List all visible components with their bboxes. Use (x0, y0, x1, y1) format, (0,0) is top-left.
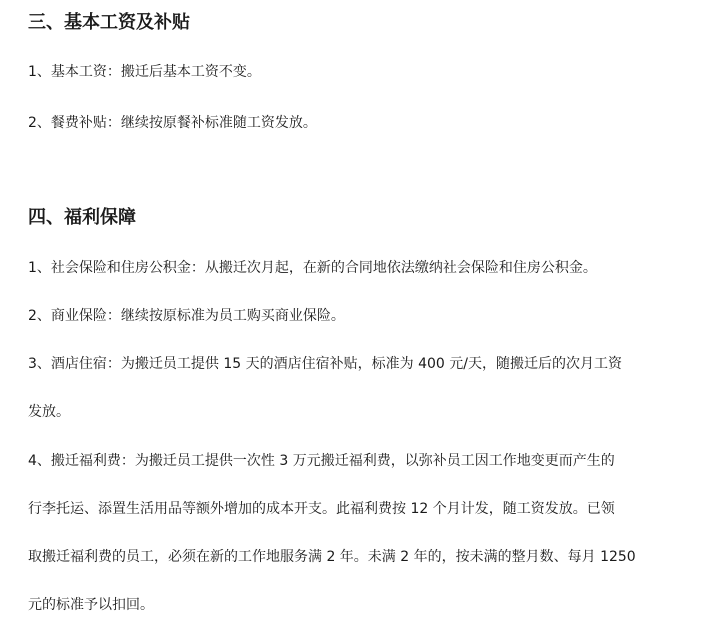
section-4-item-4-line-1: 4、搬迁福利费：为搬迁员工提供一次性 3 万元搬迁福利费，以弥补员工因工作地变更而产生的 (28, 453, 615, 469)
section-3-heading: 三、基本工资及补贴 (28, 12, 190, 33)
section-4-item-1: 1、社会保险和住房公积金：从搬迁次月起，在新的合同地依法缴纳社会保险和住房公积金。 (28, 260, 597, 276)
section-4-item-2: 2、商业保险：继续按原标准为员工购买商业保险。 (28, 308, 345, 324)
section-4-item-4-line-3: 取搬迁福利费的员工，必须在新的工作地服务满 2 年。未满 2 年的，按未满的整月数、每月 1250 (28, 549, 636, 565)
section-3-item-2: 2、餐费补贴：继续按原餐补标准随工资发放。 (28, 115, 317, 131)
section-4-item-4-line-2: 行李托运、添置生活用品等额外增加的成本开支。此福利费按 12 个月计发，随工资发放。已领 (28, 501, 615, 517)
section-4-item-3-line-2: 发放。 (28, 404, 70, 420)
section-4-item-4-line-4: 元的标准予以扣回。 (28, 597, 154, 613)
section-3-item-1: 1、基本工资：搬迁后基本工资不变。 (28, 64, 261, 80)
section-4-item-3-line-1: 3、酒店住宿：为搬迁员工提供 15 天的酒店住宿补贴，标准为 400 元/天，随搬迁后的次月工资 (28, 356, 622, 372)
section-4-heading: 四、福利保障 (28, 207, 136, 228)
